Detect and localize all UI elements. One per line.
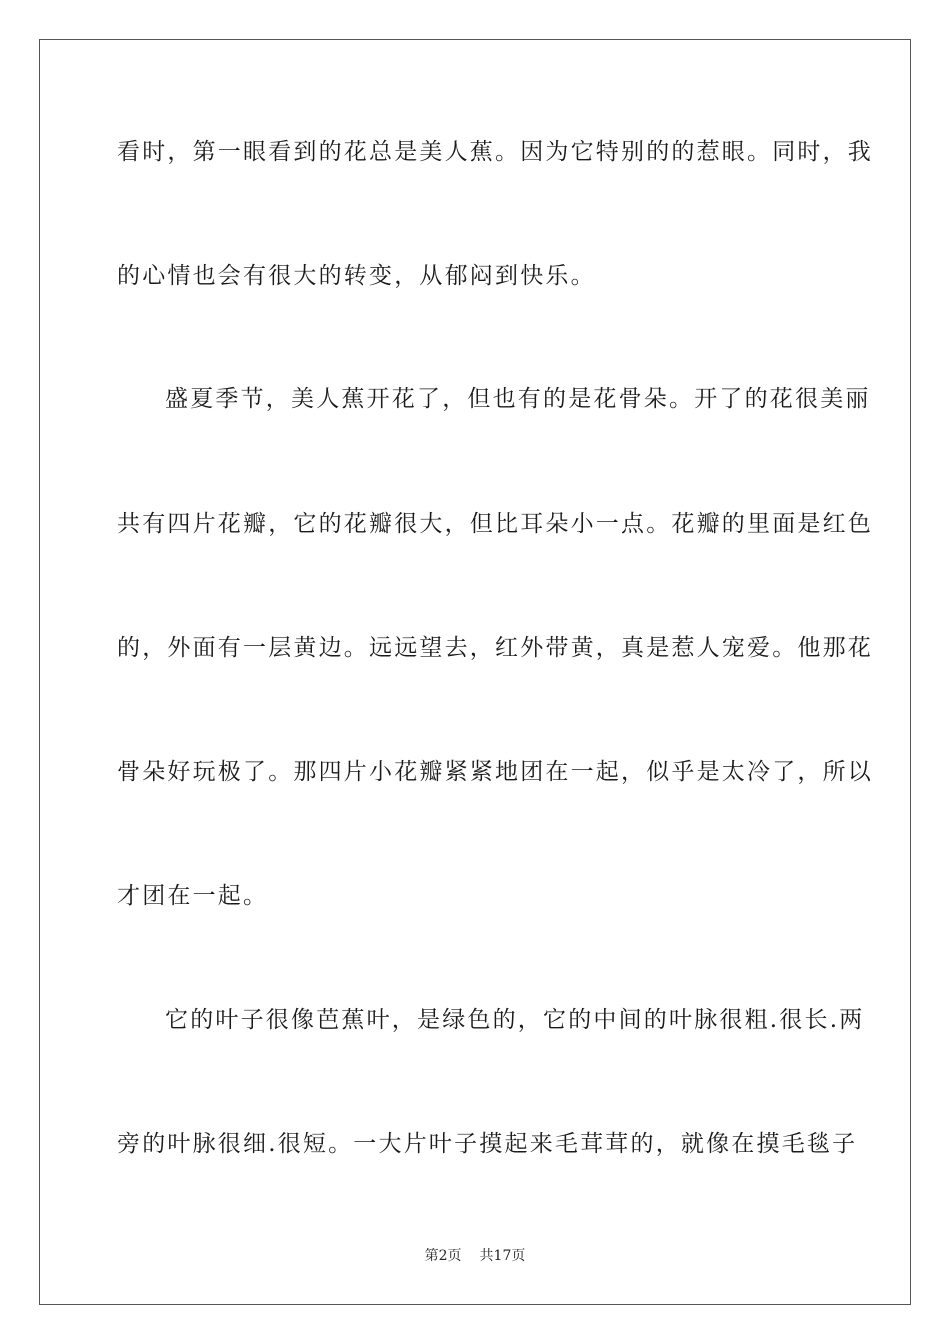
text-line: 看时，第一眼看到的花总是美人蕉。因为它特别的的惹眼。同时，我 (117, 139, 873, 165)
page-number: 第2页 (424, 1248, 462, 1264)
text-line: 骨朵好玩极了。那四片小花瓣紧紧地团在一起，似乎是太冷了，所以 (117, 759, 873, 785)
text-line: 旁的叶脉很细.很短。一大片叶子摸起来毛茸茸的，就像在摸毛毯子 (117, 1131, 858, 1157)
page-footer (0, 1246, 950, 1266)
paragraph-first-line: 它的叶子很像芭蕉叶，是绿色的，它的中间的叶脉很粗.很长.两 (165, 1007, 865, 1033)
text-line: 共有四片花瓣，它的花瓣很大，但比耳朵小一点。花瓣的里面是红色 (117, 511, 873, 537)
text-line: 的，外面有一层黄边。远远望去，红外带黄，真是惹人宠爱。他那花 (117, 635, 873, 661)
page-border (39, 39, 911, 1305)
paragraph-first-line: 盛夏季节，美人蕉开花了，但也有的是花骨朵。开了的花很美丽 (165, 386, 871, 412)
page-total: 共17页 (479, 1248, 526, 1264)
text-line: 才团在一起。 (117, 883, 269, 909)
text-line: 的心情也会有很大的转变，从郁闷到快乐。 (117, 263, 596, 289)
